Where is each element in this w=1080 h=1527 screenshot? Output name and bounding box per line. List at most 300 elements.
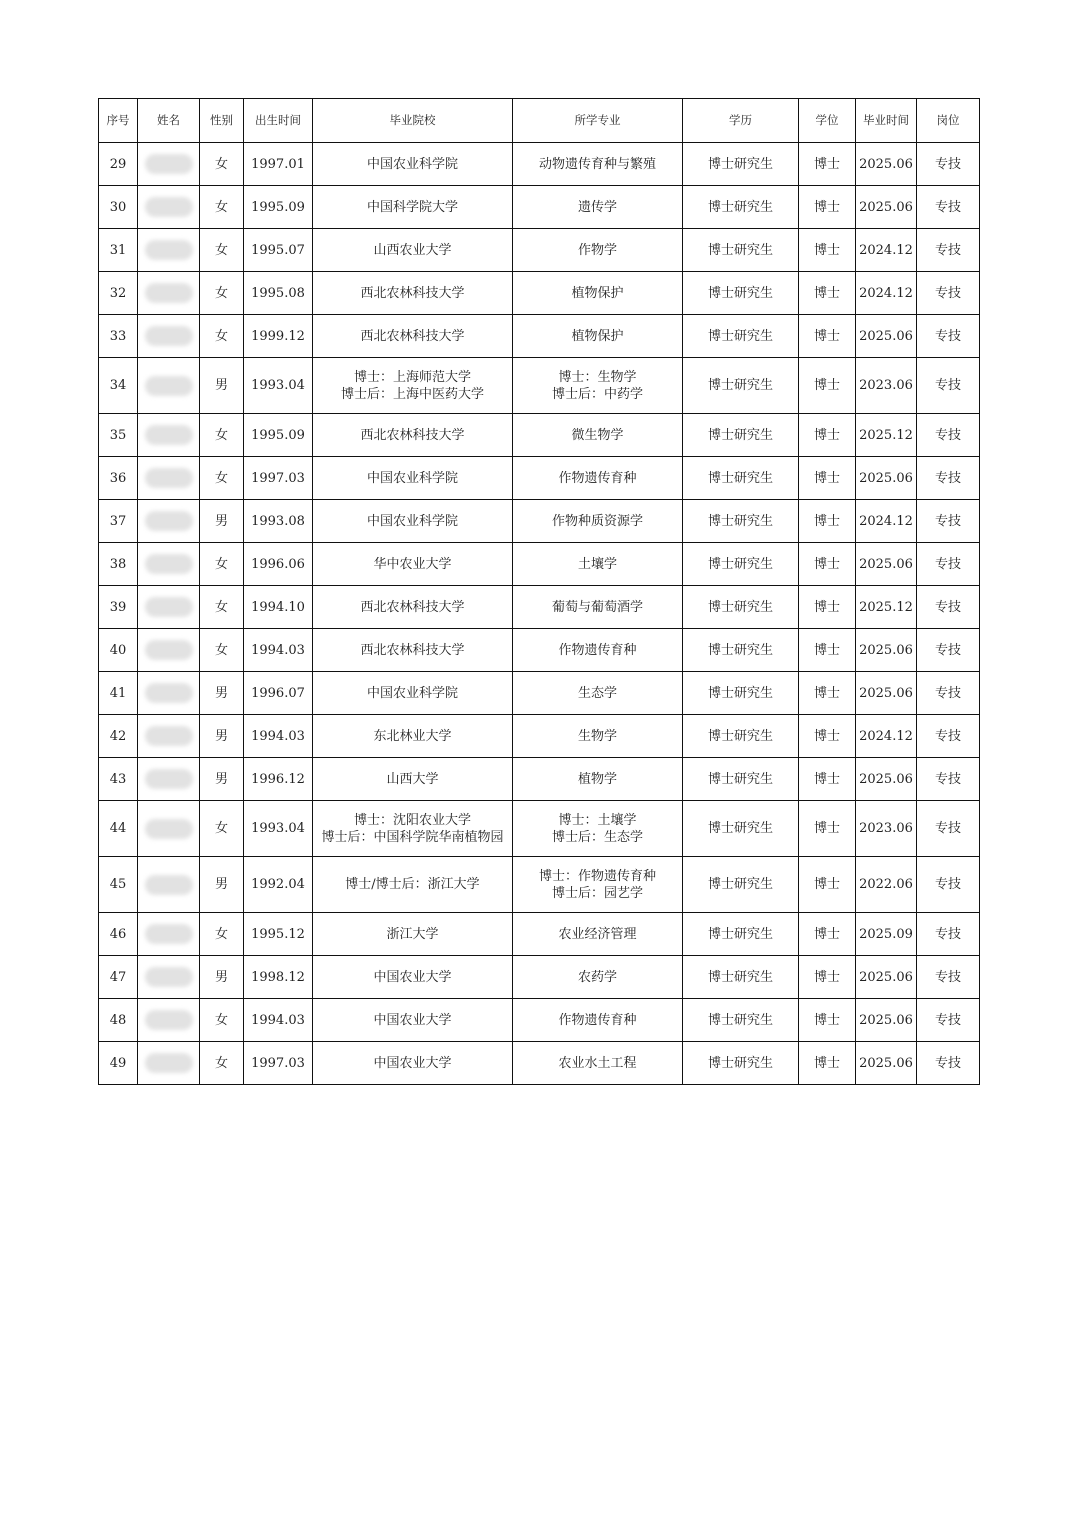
table-row: [99, 315, 980, 358]
cell-school: [313, 758, 513, 801]
cell-degree: 博士: [799, 857, 856, 913]
school-line: 山西农业大学: [373, 242, 452, 258]
cell-no: 34: [99, 358, 138, 414]
cell-gender: 女: [200, 543, 244, 586]
table-row: [99, 801, 980, 857]
cell-education: 博士研究生: [683, 315, 799, 358]
cell-post: 专技: [917, 229, 980, 272]
table-row: [99, 500, 980, 543]
cell-no: 33: [99, 315, 138, 358]
header-major: 所学专业: [513, 99, 683, 143]
cell-grad-date: 2025.06: [856, 672, 917, 715]
major-line: 博士后：生态学: [551, 829, 643, 845]
cell-degree: 博士: [799, 758, 856, 801]
cell-name: [138, 672, 200, 715]
redacted-name: [145, 468, 193, 488]
cell-grad-date: 2025.06: [856, 629, 917, 672]
cell-education: 博士研究生: [683, 857, 799, 913]
cell-gender: 女: [200, 143, 244, 186]
cell-major: [513, 500, 683, 543]
cell-name: [138, 629, 200, 672]
table-row: [99, 543, 980, 586]
cell-grad-date: 2025.06: [856, 543, 917, 586]
cell-no: 46: [99, 913, 138, 956]
cell-school: [313, 672, 513, 715]
cell-grad-date: 2025.06: [856, 1042, 917, 1085]
cell-education: 博士研究生: [683, 229, 799, 272]
cell-name: [138, 229, 200, 272]
cell-no: 32: [99, 272, 138, 315]
school-line: 山西大学: [386, 771, 439, 787]
cell-birth: 1997.01: [244, 143, 313, 186]
cell-no: 31: [99, 229, 138, 272]
cell-school: [313, 586, 513, 629]
major-line: 博士：作物遗传育种: [538, 868, 656, 884]
cell-school: [313, 500, 513, 543]
cell-school: [313, 857, 513, 913]
cell-major: [513, 999, 683, 1042]
cell-post: 专技: [917, 956, 980, 999]
cell-major: [513, 543, 683, 586]
cell-birth: 1997.03: [244, 457, 313, 500]
redacted-name: [145, 326, 193, 346]
cell-degree: 博士: [799, 1042, 856, 1085]
cell-name: [138, 272, 200, 315]
cell-school: [313, 272, 513, 315]
cell-degree: 博士: [799, 629, 856, 672]
cell-education: 博士研究生: [683, 500, 799, 543]
cell-no: 48: [99, 999, 138, 1042]
cell-degree: 博士: [799, 186, 856, 229]
school-line: 华中农业大学: [373, 556, 452, 572]
redacted-name: [145, 240, 193, 260]
cell-gender: 女: [200, 801, 244, 857]
cell-education: 博士研究生: [683, 586, 799, 629]
cell-no: 45: [99, 857, 138, 913]
cell-birth: 1998.12: [244, 956, 313, 999]
cell-major: [513, 715, 683, 758]
cell-grad-date: 2025.06: [856, 457, 917, 500]
cell-post: 专技: [917, 758, 980, 801]
cell-birth: 1999.12: [244, 315, 313, 358]
cell-post: 专技: [917, 1042, 980, 1085]
cell-name: [138, 758, 200, 801]
cell-school: [313, 229, 513, 272]
school-line: 博士后：上海中医药大学: [340, 386, 484, 402]
cell-gender: 女: [200, 457, 244, 500]
cell-name: [138, 956, 200, 999]
cell-grad-date: 2024.12: [856, 715, 917, 758]
redacted-name: [145, 683, 193, 703]
cell-school: [313, 143, 513, 186]
cell-grad-date: 2022.06: [856, 857, 917, 913]
cell-education: 博士研究生: [683, 1042, 799, 1085]
cell-birth: 1997.03: [244, 1042, 313, 1085]
school-line: 中国农业科学院: [366, 513, 458, 529]
cell-birth: 1996.07: [244, 672, 313, 715]
school-line: 西北农林科技大学: [360, 285, 465, 301]
cell-no: 37: [99, 500, 138, 543]
table-row: [99, 956, 980, 999]
cell-grad-date: 2024.12: [856, 500, 917, 543]
cell-birth: 1995.08: [244, 272, 313, 315]
cell-education: 博士研究生: [683, 543, 799, 586]
header-no: 序号: [99, 99, 138, 143]
cell-name: [138, 801, 200, 857]
cell-degree: 博士: [799, 586, 856, 629]
redacted-name: [145, 554, 193, 574]
major-line: 遗传学: [577, 199, 617, 215]
cell-birth: 1995.12: [244, 913, 313, 956]
cell-grad-date: 2025.06: [856, 758, 917, 801]
cell-education: 博士研究生: [683, 758, 799, 801]
cell-degree: 博士: [799, 272, 856, 315]
table-row: [99, 913, 980, 956]
school-line: 浙江大学: [386, 926, 439, 942]
table-row: [99, 999, 980, 1042]
cell-post: 专技: [917, 358, 980, 414]
cell-education: 博士研究生: [683, 358, 799, 414]
cell-education: 博士研究生: [683, 143, 799, 186]
cell-gender: 女: [200, 629, 244, 672]
redacted-name: [145, 283, 193, 303]
cell-post: 专技: [917, 857, 980, 913]
major-line: 作物遗传育种: [558, 470, 637, 486]
cell-birth: 1993.04: [244, 801, 313, 857]
cell-degree: 博士: [799, 913, 856, 956]
cell-grad-date: 2025.06: [856, 956, 917, 999]
school-line: 中国农业大学: [373, 1012, 452, 1028]
cell-education: 博士研究生: [683, 913, 799, 956]
header-education: 学历: [683, 99, 799, 143]
cell-no: 38: [99, 543, 138, 586]
cell-major: [513, 1042, 683, 1085]
redacted-name: [145, 154, 193, 174]
school-line: 西北农林科技大学: [360, 328, 465, 344]
cell-degree: 博士: [799, 956, 856, 999]
cell-grad-date: 2025.06: [856, 186, 917, 229]
cell-school: [313, 1042, 513, 1085]
cell-gender: 男: [200, 956, 244, 999]
cell-name: [138, 358, 200, 414]
header-gender: 性别: [200, 99, 244, 143]
cell-no: 39: [99, 586, 138, 629]
redacted-name: [145, 819, 193, 839]
cell-post: 专技: [917, 315, 980, 358]
cell-gender: 女: [200, 272, 244, 315]
cell-degree: 博士: [799, 500, 856, 543]
major-line: 土壤学: [577, 556, 617, 572]
cell-name: [138, 913, 200, 956]
cell-education: 博士研究生: [683, 956, 799, 999]
major-line: 植物保护: [571, 285, 624, 301]
school-line: 博士：沈阳农业大学: [353, 812, 471, 828]
cell-name: [138, 315, 200, 358]
cell-name: [138, 143, 200, 186]
major-line: 动物遗传育种与繁殖: [538, 156, 656, 172]
cell-birth: 1996.12: [244, 758, 313, 801]
major-line: 农业经济管理: [558, 926, 637, 942]
table-row: [99, 414, 980, 457]
major-line: 农药学: [577, 969, 617, 985]
header-grad-date: 毕业时间: [856, 99, 917, 143]
cell-gender: 男: [200, 358, 244, 414]
cell-education: 博士研究生: [683, 272, 799, 315]
cell-name: [138, 500, 200, 543]
redacted-name: [145, 769, 193, 789]
table-row: [99, 758, 980, 801]
cell-gender: 女: [200, 1042, 244, 1085]
cell-birth: 1993.08: [244, 500, 313, 543]
cell-name: [138, 186, 200, 229]
cell-grad-date: 2025.06: [856, 315, 917, 358]
major-line: 作物学: [577, 242, 617, 258]
redacted-name: [145, 511, 193, 531]
cell-no: 49: [99, 1042, 138, 1085]
cell-degree: 博士: [799, 801, 856, 857]
cell-no: 42: [99, 715, 138, 758]
cell-post: 专技: [917, 586, 980, 629]
cell-degree: 博士: [799, 229, 856, 272]
cell-major: [513, 358, 683, 414]
cell-gender: 女: [200, 913, 244, 956]
cell-gender: 女: [200, 414, 244, 457]
cell-education: 博士研究生: [683, 457, 799, 500]
cell-education: 博士研究生: [683, 629, 799, 672]
cell-education: 博士研究生: [683, 999, 799, 1042]
cell-post: 专技: [917, 414, 980, 457]
cell-post: 专技: [917, 801, 980, 857]
cell-school: [313, 715, 513, 758]
major-line: 生物学: [577, 728, 617, 744]
cell-birth: 1992.04: [244, 857, 313, 913]
cell-school: [313, 315, 513, 358]
cell-gender: 男: [200, 715, 244, 758]
redacted-name: [145, 924, 193, 944]
cell-school: [313, 801, 513, 857]
cell-birth: 1994.03: [244, 999, 313, 1042]
table-row: [99, 715, 980, 758]
major-line: 博士后：园艺学: [551, 885, 643, 901]
cell-name: [138, 414, 200, 457]
cell-school: [313, 414, 513, 457]
table-row: [99, 672, 980, 715]
cell-post: 专技: [917, 999, 980, 1042]
cell-grad-date: 2024.12: [856, 272, 917, 315]
major-line: 生态学: [577, 685, 617, 701]
cell-name: [138, 857, 200, 913]
cell-education: 博士研究生: [683, 186, 799, 229]
cell-major: [513, 913, 683, 956]
cell-post: 专技: [917, 457, 980, 500]
cell-major: [513, 672, 683, 715]
cell-post: 专技: [917, 913, 980, 956]
cell-degree: 博士: [799, 358, 856, 414]
redacted-name: [145, 597, 193, 617]
cell-post: 专技: [917, 672, 980, 715]
cell-birth: 1993.04: [244, 358, 313, 414]
cell-no: 35: [99, 414, 138, 457]
cell-post: 专技: [917, 715, 980, 758]
major-line: 作物遗传育种: [558, 1012, 637, 1028]
cell-grad-date: 2025.12: [856, 586, 917, 629]
table-row: [99, 186, 980, 229]
cell-major: [513, 186, 683, 229]
cell-birth: 1994.03: [244, 629, 313, 672]
cell-school: [313, 999, 513, 1042]
redacted-name: [145, 1010, 193, 1030]
cell-post: 专技: [917, 143, 980, 186]
cell-gender: 男: [200, 857, 244, 913]
cell-school: [313, 629, 513, 672]
cell-education: 博士研究生: [683, 715, 799, 758]
cell-major: [513, 414, 683, 457]
cell-degree: 博士: [799, 543, 856, 586]
school-line: 西北农林科技大学: [360, 427, 465, 443]
cell-degree: 博士: [799, 715, 856, 758]
cell-school: [313, 457, 513, 500]
table-row: [99, 229, 980, 272]
redacted-name: [145, 197, 193, 217]
candidate-table: [98, 98, 980, 1085]
redacted-name: [145, 1053, 193, 1073]
cell-degree: 博士: [799, 414, 856, 457]
cell-no: 30: [99, 186, 138, 229]
cell-grad-date: 2025.06: [856, 999, 917, 1042]
cell-post: 专技: [917, 272, 980, 315]
cell-no: 41: [99, 672, 138, 715]
school-line: 博士/博士后：浙江大学: [345, 877, 480, 892]
cell-name: [138, 1042, 200, 1085]
cell-degree: 博士: [799, 143, 856, 186]
major-line: 农业水土工程: [558, 1055, 637, 1071]
cell-post: 专技: [917, 629, 980, 672]
cell-name: [138, 586, 200, 629]
header-name: 姓名: [138, 99, 200, 143]
cell-name: [138, 999, 200, 1042]
major-line: 作物遗传育种: [558, 642, 637, 658]
redacted-name: [145, 376, 193, 396]
school-line: 西北农林科技大学: [360, 642, 465, 658]
cell-major: [513, 457, 683, 500]
cell-name: [138, 457, 200, 500]
school-line: 博士：上海师范大学: [353, 369, 471, 385]
cell-gender: 男: [200, 500, 244, 543]
major-line: 博士后：中药学: [551, 386, 643, 402]
cell-degree: 博士: [799, 672, 856, 715]
cell-birth: 1994.10: [244, 586, 313, 629]
cell-name: [138, 715, 200, 758]
cell-degree: 博士: [799, 999, 856, 1042]
school-line: 中国科学院大学: [366, 199, 458, 215]
cell-major: [513, 758, 683, 801]
cell-birth: 1994.03: [244, 715, 313, 758]
table-row: [99, 629, 980, 672]
redacted-name: [145, 640, 193, 660]
cell-birth: 1995.09: [244, 186, 313, 229]
table-header-row: [99, 99, 980, 143]
cell-school: [313, 913, 513, 956]
cell-major: [513, 315, 683, 358]
cell-grad-date: 2025.06: [856, 143, 917, 186]
table-body: [99, 143, 980, 1085]
cell-major: [513, 801, 683, 857]
cell-gender: 男: [200, 758, 244, 801]
major-line: 植物保护: [571, 328, 624, 344]
cell-grad-date: 2023.06: [856, 358, 917, 414]
table-row: [99, 272, 980, 315]
cell-grad-date: 2025.09: [856, 913, 917, 956]
table-row: [99, 586, 980, 629]
header-degree: 学位: [799, 99, 856, 143]
cell-major: [513, 586, 683, 629]
cell-post: 专技: [917, 500, 980, 543]
school-line: 中国农业科学院: [366, 685, 458, 701]
cell-birth: 1995.09: [244, 414, 313, 457]
school-line: 博士后：中国科学院华南植物园: [321, 829, 504, 845]
major-line: 葡萄与葡萄酒学: [551, 599, 643, 615]
cell-gender: 女: [200, 186, 244, 229]
cell-birth: 1996.06: [244, 543, 313, 586]
cell-gender: 女: [200, 229, 244, 272]
major-line: 微生物学: [571, 427, 624, 443]
major-line: 博士：生物学: [558, 369, 637, 385]
cell-no: 43: [99, 758, 138, 801]
cell-education: 博士研究生: [683, 672, 799, 715]
major-line: 植物学: [577, 771, 617, 787]
cell-school: [313, 543, 513, 586]
cell-no: 44: [99, 801, 138, 857]
table-row: [99, 358, 980, 414]
cell-birth: 1995.07: [244, 229, 313, 272]
redacted-name: [145, 967, 193, 987]
header-school: 毕业院校: [313, 99, 513, 143]
cell-major: [513, 229, 683, 272]
cell-major: [513, 143, 683, 186]
cell-education: 博士研究生: [683, 414, 799, 457]
cell-no: 29: [99, 143, 138, 186]
cell-major: [513, 629, 683, 672]
cell-gender: 女: [200, 999, 244, 1042]
cell-gender: 女: [200, 315, 244, 358]
cell-school: [313, 956, 513, 999]
cell-degree: 博士: [799, 457, 856, 500]
cell-post: 专技: [917, 543, 980, 586]
cell-school: [313, 186, 513, 229]
cell-post: 专技: [917, 186, 980, 229]
table-row: [99, 457, 980, 500]
cell-major: [513, 272, 683, 315]
cell-no: 40: [99, 629, 138, 672]
school-line: 中国农业科学院: [366, 470, 458, 486]
cell-grad-date: 2025.12: [856, 414, 917, 457]
school-line: 中国农业大学: [373, 1055, 452, 1071]
school-line: 中国农业大学: [373, 969, 452, 985]
redacted-name: [145, 726, 193, 746]
cell-grad-date: 2023.06: [856, 801, 917, 857]
school-line: 西北农林科技大学: [360, 599, 465, 615]
major-line: 博士：土壤学: [558, 812, 637, 828]
cell-grad-date: 2024.12: [856, 229, 917, 272]
redacted-name: [145, 425, 193, 445]
table-row: [99, 143, 980, 186]
cell-education: 博士研究生: [683, 801, 799, 857]
header-post: 岗位: [917, 99, 980, 143]
cell-gender: 女: [200, 586, 244, 629]
cell-major: [513, 956, 683, 999]
cell-no: 36: [99, 457, 138, 500]
cell-major: [513, 857, 683, 913]
